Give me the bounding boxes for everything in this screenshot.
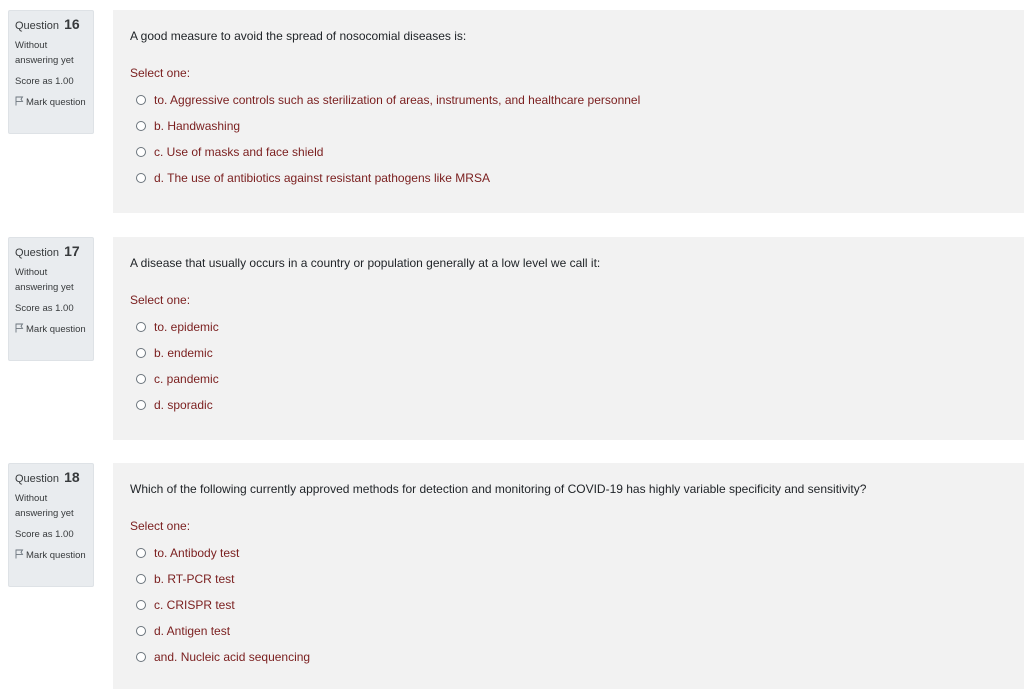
question-label: Question bbox=[15, 473, 60, 485]
radio-icon[interactable] bbox=[136, 374, 146, 384]
answer-option-b[interactable] bbox=[130, 113, 1007, 139]
answer-option-d[interactable] bbox=[130, 618, 1007, 644]
answer-option-c[interactable] bbox=[130, 139, 1007, 165]
question-content bbox=[113, 10, 1024, 213]
question-info bbox=[8, 463, 94, 587]
question-grade: Score as 1.00 bbox=[15, 76, 74, 87]
answer-label[interactable]: b. endemic bbox=[154, 346, 213, 360]
answer-label[interactable]: c. CRISPR test bbox=[154, 598, 235, 612]
radio-icon[interactable] bbox=[136, 574, 146, 584]
radio-icon[interactable] bbox=[136, 322, 146, 332]
answer-label[interactable]: and. Nucleic acid sequencing bbox=[154, 650, 311, 664]
radio-icon[interactable] bbox=[136, 348, 146, 358]
question-grade: Score as 1.00 bbox=[15, 529, 74, 540]
radio-icon[interactable] bbox=[136, 652, 146, 662]
flag-question-link[interactable] bbox=[15, 95, 87, 110]
answer-label[interactable]: d. Antigen test bbox=[154, 624, 231, 638]
answer-option-a[interactable] bbox=[130, 314, 1007, 340]
answer-label[interactable]: d. sporadic bbox=[154, 398, 213, 412]
answer-label[interactable]: to. Antibody test bbox=[154, 546, 240, 560]
question-state: Without answering yet bbox=[15, 493, 74, 519]
select-prompt: Select one: bbox=[130, 66, 191, 80]
question-info bbox=[8, 10, 94, 134]
radio-icon[interactable] bbox=[136, 548, 146, 558]
question-text: A good measure to avoid the spread of nosocomial diseases is: bbox=[130, 29, 467, 43]
flag-icon bbox=[15, 96, 24, 106]
flag-question-label: Mark question bbox=[26, 324, 86, 335]
answer-label[interactable]: c. pandemic bbox=[154, 372, 219, 386]
answer-option-a[interactable] bbox=[130, 540, 1007, 566]
flag-question-label: Mark question bbox=[26, 97, 86, 108]
question-info bbox=[8, 237, 94, 361]
question-number-value: 16 bbox=[64, 16, 80, 32]
question-grade: Score as 1.00 bbox=[15, 303, 74, 314]
answer-list bbox=[130, 540, 1007, 670]
answer-list bbox=[130, 314, 1007, 418]
answer-option-c[interactable] bbox=[130, 366, 1007, 392]
question-number bbox=[15, 16, 87, 34]
select-prompt: Select one: bbox=[130, 293, 191, 307]
question-label: Question bbox=[15, 20, 60, 32]
question-number-value: 17 bbox=[64, 243, 80, 259]
answer-option-b[interactable] bbox=[130, 340, 1007, 366]
question-text: Which of the following currently approved methods for detection and monitoring of COVID-19 has highly variable specificity and sensitivity? bbox=[130, 482, 867, 496]
flag-icon bbox=[15, 323, 24, 333]
answer-option-d[interactable] bbox=[130, 165, 1007, 191]
question-state: Without answering yet bbox=[15, 267, 74, 293]
radio-icon[interactable] bbox=[136, 400, 146, 410]
answer-option-b[interactable] bbox=[130, 566, 1007, 592]
radio-icon[interactable] bbox=[136, 626, 146, 636]
radio-icon[interactable] bbox=[136, 95, 146, 105]
question-number-value: 18 bbox=[64, 469, 80, 485]
answer-label[interactable]: b. RT-PCR test bbox=[154, 572, 235, 586]
answer-option-c[interactable] bbox=[130, 592, 1007, 618]
question-number bbox=[15, 243, 87, 261]
flag-question-link[interactable] bbox=[15, 548, 87, 563]
radio-icon[interactable] bbox=[136, 173, 146, 183]
answer-label[interactable]: b. Handwashing bbox=[154, 119, 241, 133]
radio-icon[interactable] bbox=[136, 600, 146, 610]
radio-icon[interactable] bbox=[136, 147, 146, 157]
answer-label[interactable]: to. Aggressive controls such as sterilization of areas, instruments, and healthcare personnel bbox=[154, 93, 641, 107]
question-state: Without answering yet bbox=[15, 40, 74, 66]
radio-icon[interactable] bbox=[136, 121, 146, 131]
question-content bbox=[113, 237, 1024, 440]
question-number bbox=[15, 469, 87, 487]
answer-option-a[interactable] bbox=[130, 87, 1007, 113]
answer-option-e[interactable] bbox=[130, 644, 1007, 670]
question-label: Question bbox=[15, 247, 60, 259]
answer-label[interactable]: d. The use of antibiotics against resistant pathogens like MRSA bbox=[154, 171, 490, 185]
flag-icon bbox=[15, 549, 24, 559]
answer-list bbox=[130, 87, 1007, 191]
answer-label[interactable]: c. Use of masks and face shield bbox=[154, 145, 324, 159]
answer-option-d[interactable] bbox=[130, 392, 1007, 418]
question-content bbox=[113, 463, 1024, 689]
question-text: A disease that usually occurs in a country or population generally at a low level we call it: bbox=[130, 256, 601, 270]
select-prompt: Select one: bbox=[130, 519, 191, 533]
answer-label[interactable]: to. epidemic bbox=[154, 320, 219, 334]
flag-question-link[interactable] bbox=[15, 322, 87, 337]
flag-question-label: Mark question bbox=[26, 550, 86, 561]
